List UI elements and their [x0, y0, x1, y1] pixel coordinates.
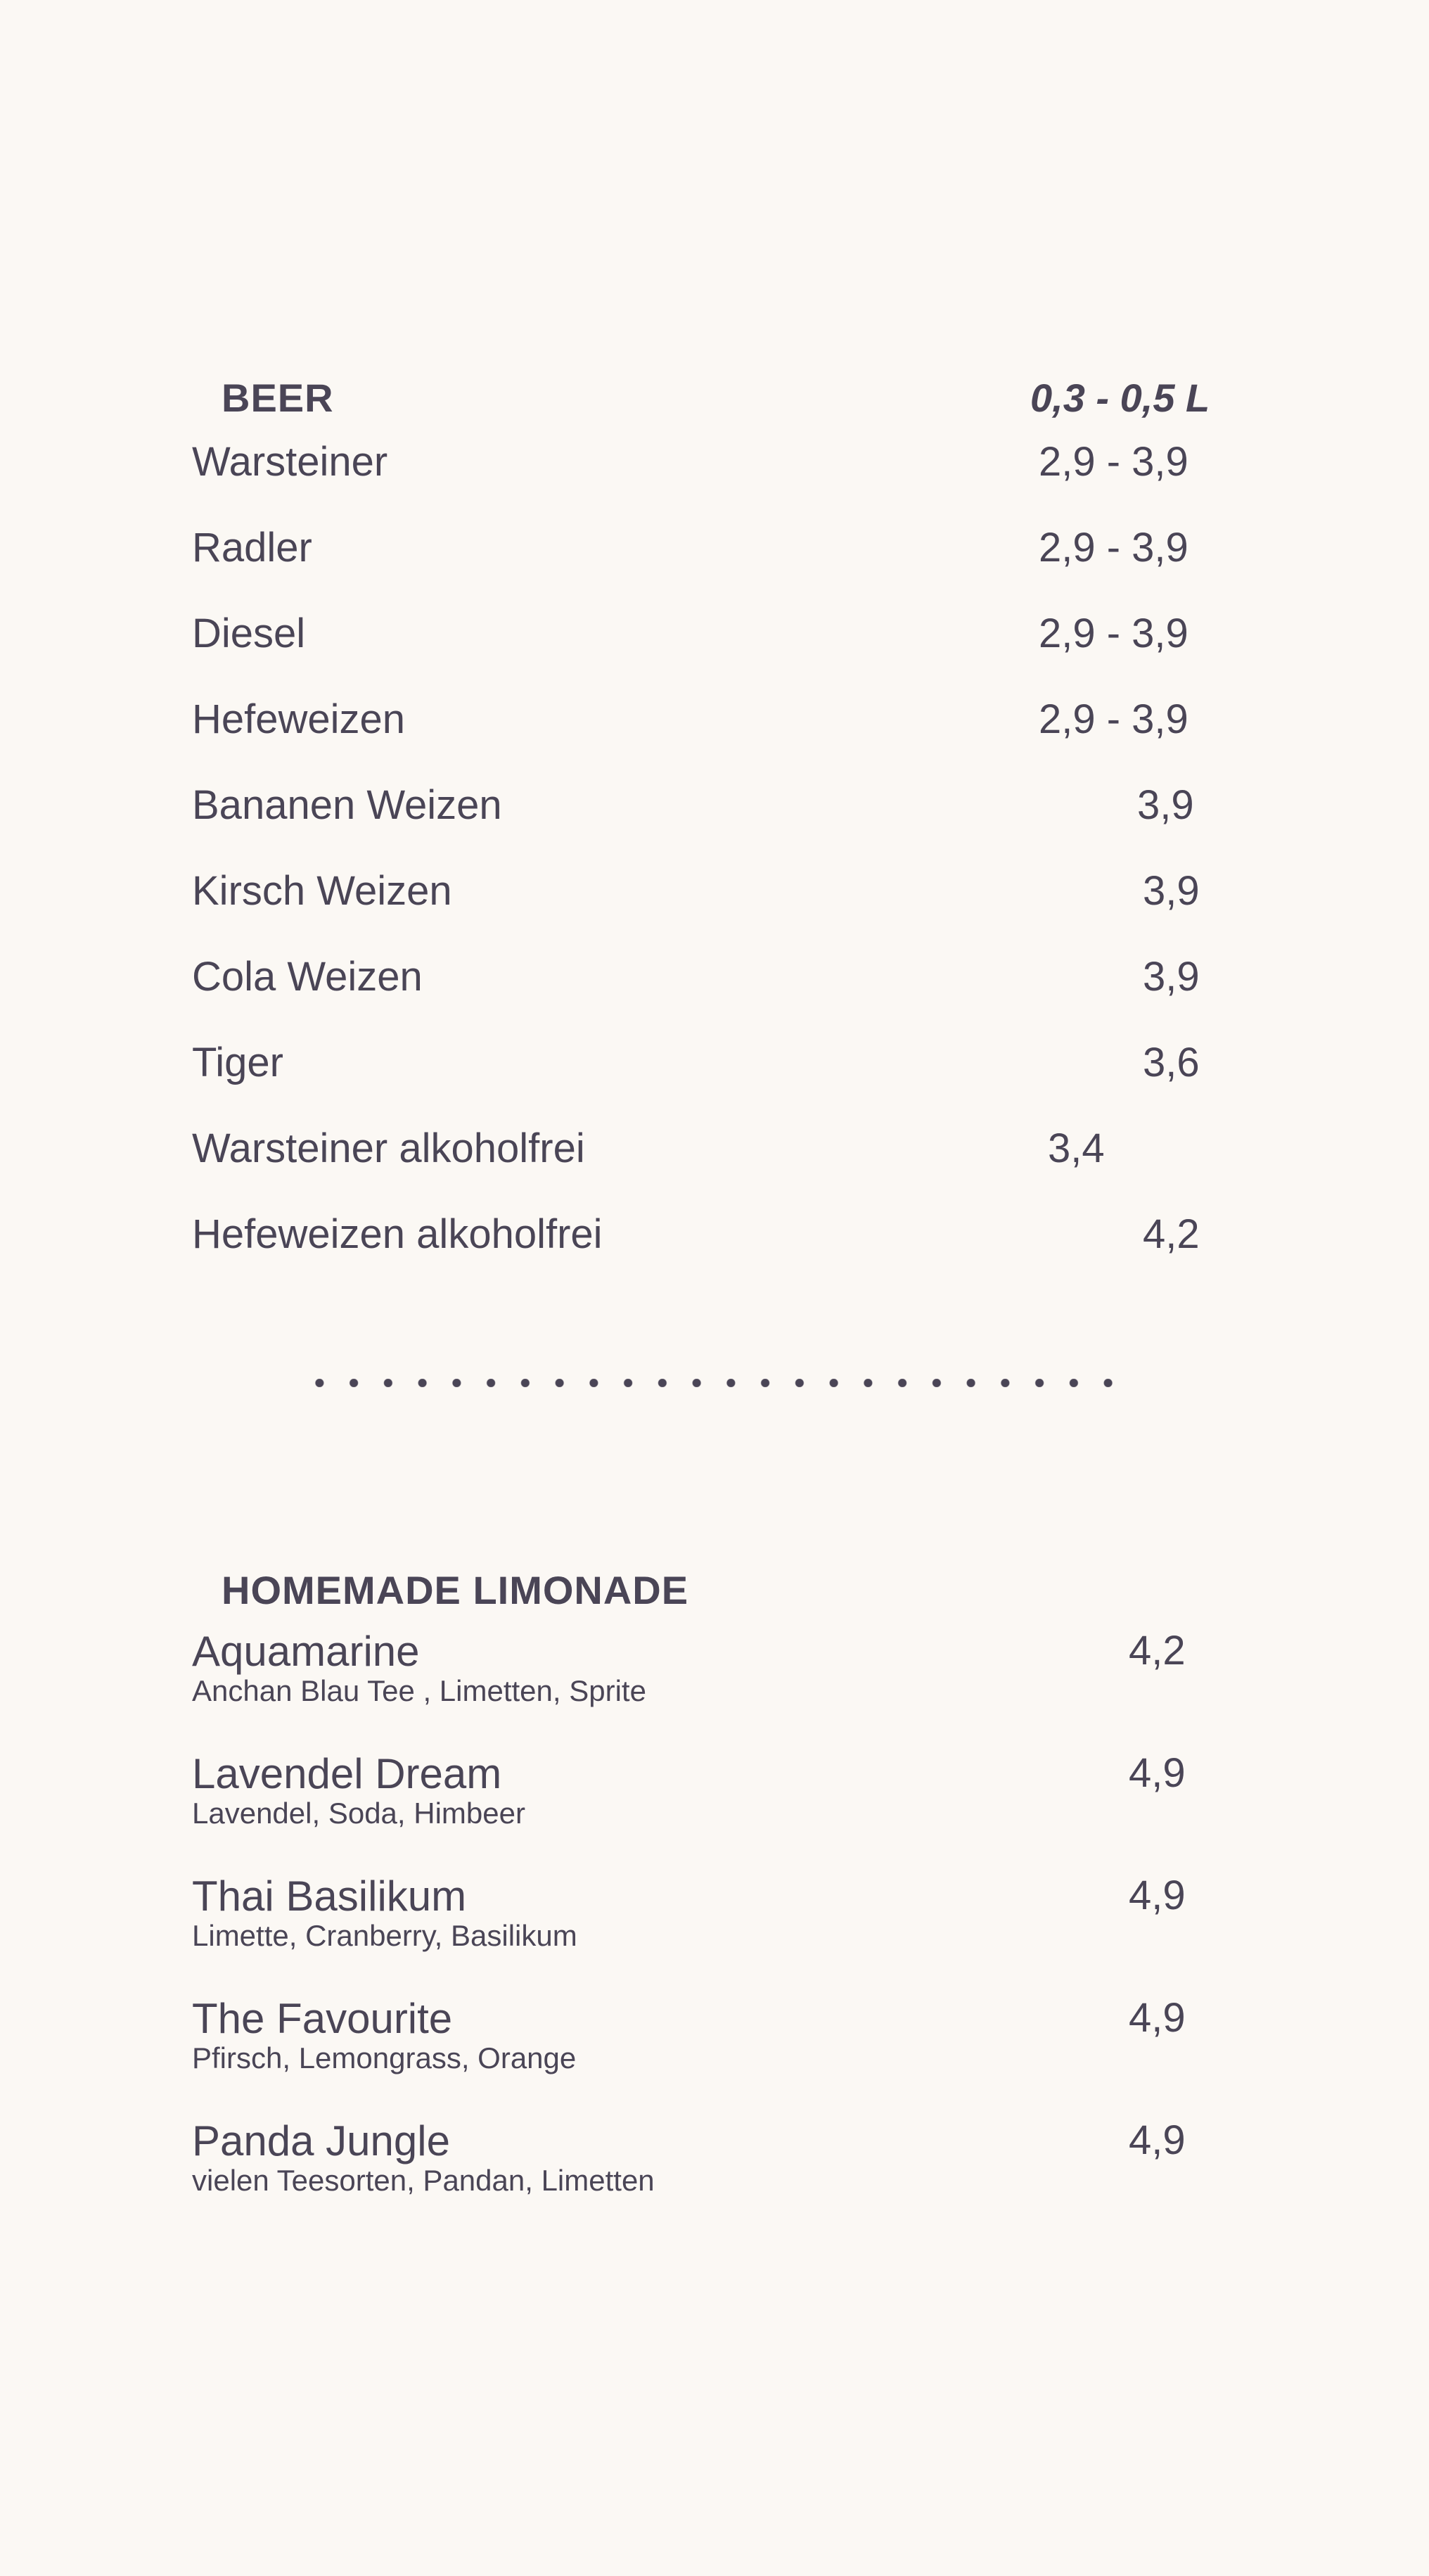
- dotted-divider: [302, 1379, 1125, 1387]
- limonade-item-description: Pfirsch, Lemongrass, Orange: [192, 2041, 577, 2074]
- limonade-item-name: Aquamarine: [192, 1628, 420, 1675]
- beer-item-name: Hefeweizen alkoholfrei: [192, 1211, 603, 1257]
- limonade-item-name: The Favourite: [192, 1995, 453, 2042]
- limonade-item-price: 4,9: [1129, 1995, 1186, 2041]
- beer-item-price: 2,9 - 3,9: [1039, 439, 1188, 485]
- limonade-item-price: 4,2: [1129, 1628, 1186, 1673]
- limonade-item-price: 4,9: [1129, 1750, 1186, 1796]
- beer-size-header: 0,3 - 0,5 L: [1030, 376, 1210, 420]
- beer-item-name: Diesel: [192, 611, 306, 656]
- beer-item-name: Hefeweizen: [192, 696, 406, 742]
- beer-item-price: 3,9: [1137, 782, 1194, 828]
- limonade-item-price: 4,9: [1129, 1873, 1186, 1918]
- limonade-title: HOMEMADE LIMONADE: [222, 1568, 689, 1612]
- beer-item-price: 3,4: [1048, 1126, 1105, 1171]
- beer-item-name: Cola Weizen: [192, 954, 423, 1000]
- limonade-item-description: Lavendel, Soda, Himbeer: [192, 1797, 525, 1830]
- beer-item-name: Warsteiner: [192, 439, 388, 485]
- limonade-item-description: Anchan Blau Tee , Limetten, Sprite: [192, 1674, 646, 1707]
- limonade-item-name: Lavendel Dream: [192, 1750, 502, 1797]
- beer-item-name: Kirsch Weizen: [192, 868, 452, 914]
- limonade-item-price: 4,9: [1129, 2117, 1186, 2163]
- beer-item-name: Bananen Weizen: [192, 782, 502, 828]
- beer-item-price: 2,9 - 3,9: [1039, 611, 1188, 656]
- limonade-item-description: vielen Teesorten, Pandan, Limetten: [192, 2164, 655, 2197]
- beer-item-name: Radler: [192, 525, 312, 570]
- beer-item-price: 3,9: [1143, 954, 1200, 1000]
- beer-item-price: 4,2: [1143, 1211, 1200, 1257]
- beer-item-name: Warsteiner alkoholfrei: [192, 1126, 585, 1171]
- beer-item-name: Tiger: [192, 1040, 283, 1085]
- beer-title: BEER: [222, 376, 334, 420]
- beer-item-price: 3,9: [1143, 868, 1200, 914]
- beer-item-price: 2,9 - 3,9: [1039, 525, 1188, 570]
- beer-item-price: 3,6: [1143, 1040, 1200, 1085]
- beer-item-price: 2,9 - 3,9: [1039, 696, 1188, 742]
- limonade-item-description: Limette, Cranberry, Basilikum: [192, 1919, 577, 1952]
- limonade-item-name: Thai Basilikum: [192, 1873, 467, 1920]
- limonade-item-name: Panda Jungle: [192, 2117, 450, 2164]
